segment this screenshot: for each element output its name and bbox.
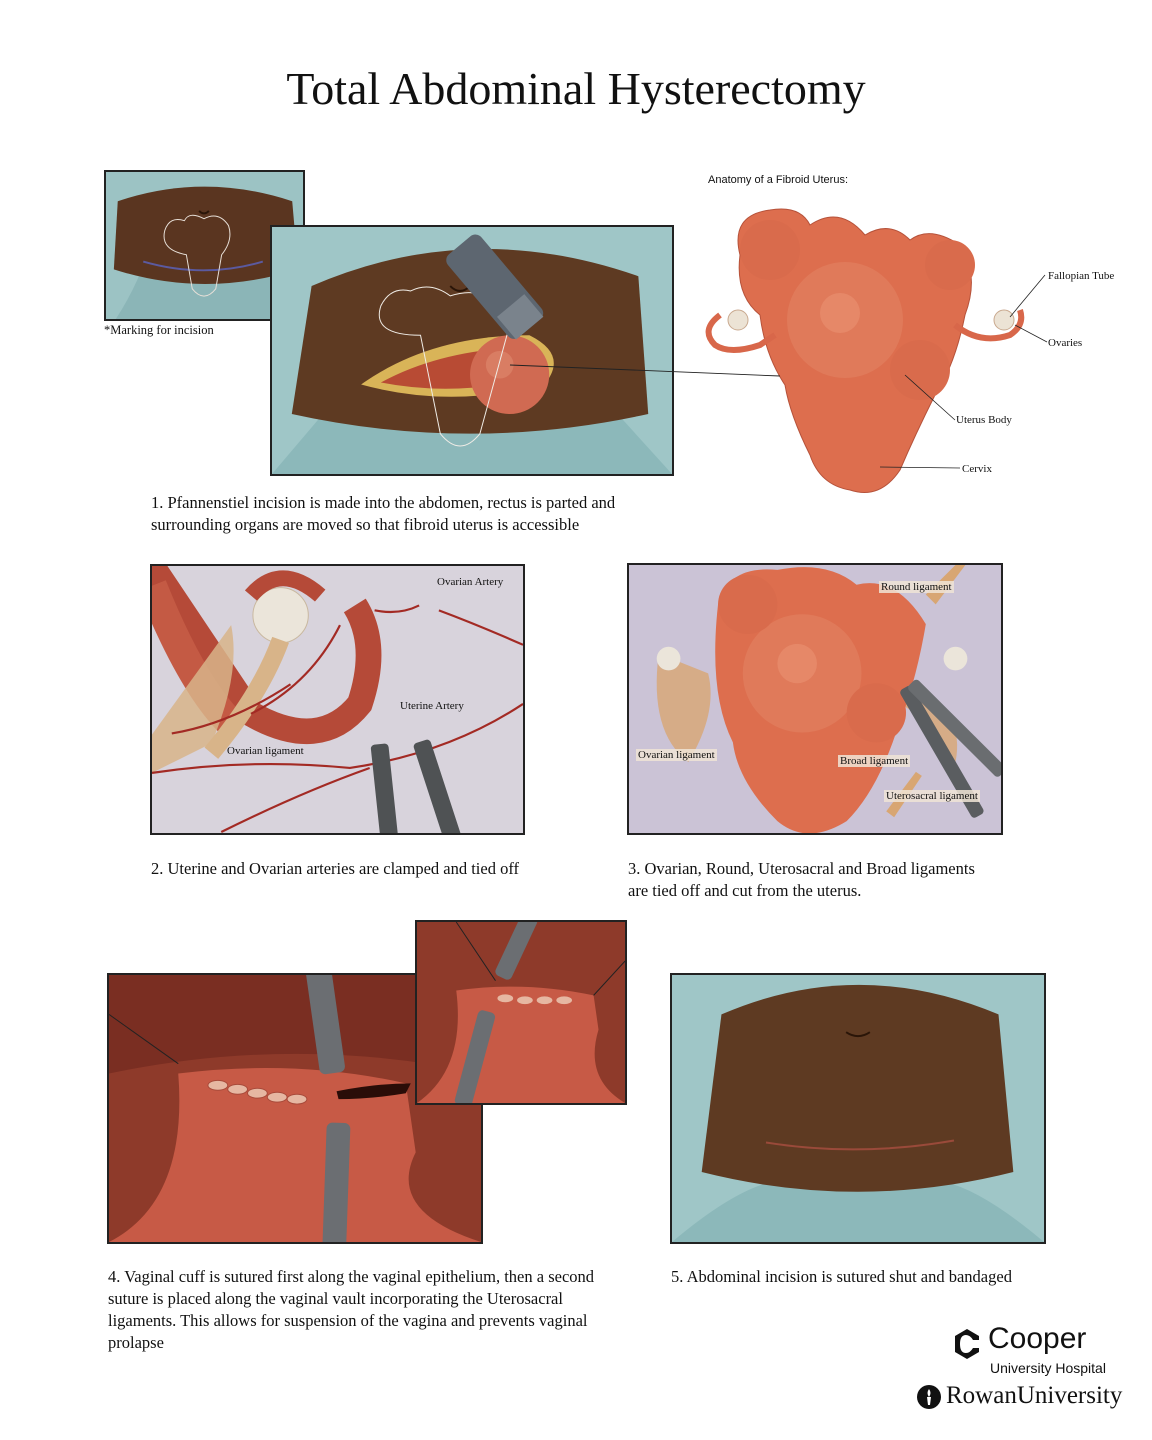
caption-step-5: 5. Abdominal incision is sutured shut and bandaged [671,1267,1012,1286]
arteries-clamped-illustration [150,564,525,835]
page-title: Total Abdominal Hysterectomy [286,63,866,114]
rowan-logo [916,1382,1126,1412]
cooper-name: Cooper [988,1322,1087,1355]
cooper-logo [950,1322,1130,1380]
caption-step-3: 3. Ovarian, Round, Uterosacral and Broad ligaments are tied off and cut from the uterus. [628,859,975,900]
label-fallopian-tube: Fallopian Tube [1048,270,1115,282]
rowan-torch-icon [916,1384,942,1410]
vaginal-vault-suture-inset [415,920,627,1105]
label-round-ligament: Round ligament [881,581,952,593]
label-ovarian-artery: Ovarian Artery [437,576,504,588]
caption-step-4: 4. Vaginal cuff is sutured first along the vaginal epithelium, then a second suture is placed along the vaginal vault incorporating the Uterosacral ligaments. This allows for suspension of the vagina and prevents vaginal prolapse [108,1267,595,1352]
rowan-name: RowanUniversity [946,1382,1123,1409]
label-uterus-body: Uterus Body [956,414,1012,426]
inset-caption: *Marking for incision [104,323,214,337]
anatomy-heading: Anatomy of a Fibroid Uterus: [708,174,849,186]
label-uterosacral-ligament: Uterosacral ligament [886,790,978,802]
caption-step-2: 2. Uterine and Ovarian arteries are clamped and tied off [151,859,520,878]
label-ovarian-ligament-2: Ovarian ligament [227,745,304,757]
label-cervix: Cervix [962,463,992,475]
connector-line [505,360,785,382]
abdominal-closure-illustration [670,973,1046,1244]
label-ovaries: Ovaries [1048,337,1083,349]
cooper-subtitle: University Hospital [990,1360,1106,1376]
label-uterine-artery: Uterine Artery [400,700,464,712]
label-broad-ligament: Broad ligament [840,755,909,767]
fibroid-uterus-illustration [690,195,1152,500]
cooper-c-icon [950,1326,984,1362]
label-ovarian-ligament-3: Ovarian ligament [638,749,715,761]
caption-step-1: 1. Pfannenstiel incision is made into the abdomen, rectus is parted and surrounding organs are moved so that fibroid uterus is accessible [151,493,616,534]
pfannenstiel-incision-illustration [270,225,674,476]
